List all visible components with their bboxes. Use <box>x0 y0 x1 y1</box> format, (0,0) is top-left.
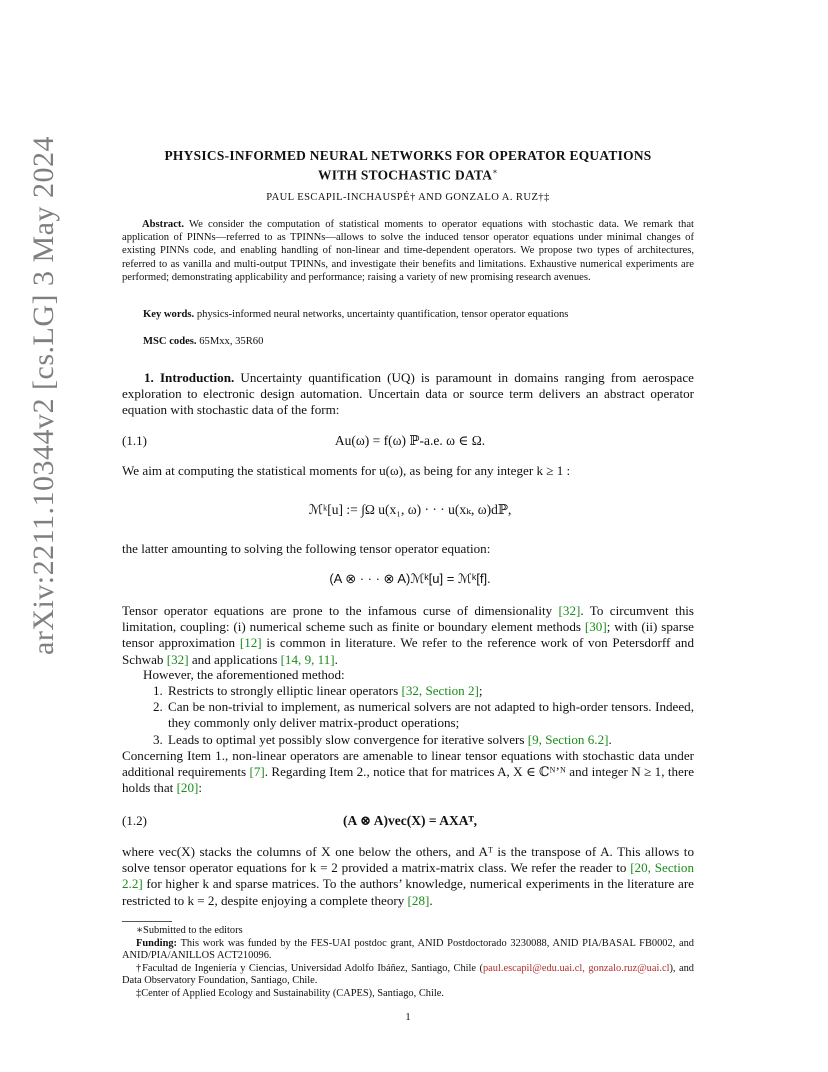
intro-paragraph-4: Tensor operator equations are prone to the infamous curse of dimensionality [32]. To circumvent this limitation, coupling: (i) numerical scheme such as finite or boundary element methods [30]; with (ii) sparse tensor approximation [12] is common in literature. We refer to the reference work of von Petersdorff and Schwab [32] and applications [14, 9, 11]. <box>122 603 694 667</box>
equation-moment: ℳᵏ[u] := ∫Ω u(x₁, ω) · · · u(xₖ, ω)dℙ, <box>308 502 512 517</box>
keywords <box>143 309 568 320</box>
footnote-rule <box>122 921 172 922</box>
footnote-affiliation-1: †Facultad de Ingeniería y Ciencias, Universidad Adolfo Ibáñez, Santiago, Chile (paul.escapil@edu.uai.cl, gonzalo.ruz@uai.cl), and Data Observatory Foundation, Santiago, Chile. <box>122 962 694 987</box>
intro-paragraph-7: where vec(X) stacks the columns of X one below the others, and Aᵀ is the transpose of A. This allows to solve tensor operator equations for k = 2 provided a matrix-matrix class. We refer the reader to [20, Section 2.2] for higher k and sparse matrices. To the authors’ knowledge, numerical experiments in the literature are restricted to k = 2, despite enjoying a complete theory [28]. <box>122 844 694 908</box>
citation-32[interactable]: [32] <box>558 603 581 618</box>
author-emails[interactable]: paul.escapil@edu.uai.cl, gonzalo.ruz@uai.cl <box>482 962 670 974</box>
footnotes <box>122 925 694 1001</box>
citation-7[interactable]: [7] <box>249 764 265 780</box>
title-footnote-mark: ∗ <box>492 167 498 176</box>
citation-20[interactable]: [20] <box>176 780 199 796</box>
citation-20-section-2-2[interactable]: [20, Section 2.2] <box>122 860 694 892</box>
intro-paragraph-3: the latter amounting to solving the following tensor operator equation: <box>122 541 491 556</box>
list-item: 1. Restricts to strongly elliptic linear operators [32, Section 2]; <box>153 683 483 698</box>
citation-28[interactable]: [28] <box>407 892 430 908</box>
abstract-label: Abstract. <box>142 219 185 230</box>
limitations-list <box>153 683 694 748</box>
intro-paragraph-2: We aim at computing the statistical moments for u(ω), as being for any integer k ≥ 1 : <box>122 463 571 478</box>
intro-paragraph-6: Concerning Item 1., non-linear operators are amenable to linear tensor equations with stochastic data under additional requirements [7]. Regarding Item 2., notice that for matrices A, X ∈ ℂᴺ’ᴺ and integer N ≥ 1, there holds that [20]: <box>122 748 695 796</box>
keywords-label: Key words. <box>143 309 195 320</box>
section-heading: 1. Introduction. <box>144 370 235 385</box>
footnote-affiliation-2: ‡Center of Applied Ecology and Sustainability (CAPES), Santiago, Chile. <box>136 987 444 999</box>
list-item: 3. Leads to optimal yet possibly slow convergence for iterative solvers [9, Section 6.2]. <box>153 731 612 747</box>
authors: PAUL ESCAPIL-INCHAUSPÉ† AND GONZALO A. RUZ†‡ <box>266 192 550 203</box>
keywords-text: physics-informed neural networks, uncertainty quantification, tensor operator equations <box>196 309 569 320</box>
equation-number-1-1: (1.1) <box>122 433 147 448</box>
intro-paragraph-1: 1. Introduction. Uncertainty quantification (UQ) is paramount in domains ranging from aerospace exploration to electronic design automation. Uncertain data or source term delivers an abstract operator equation with stochastic data of the form: <box>122 370 694 418</box>
title-line-2: WITH STOCHASTIC DATA∗ <box>318 167 498 183</box>
citation-32b[interactable]: [32] <box>166 651 189 667</box>
intro-paragraph-5: However, the aforementioned method: <box>143 667 345 682</box>
citation-9-section-6-2[interactable]: [9, Section 6.2] <box>527 731 609 747</box>
list-item: 2. Can be non-trivial to implement, as numerical solvers are not adapted to high-order tensors. Indeed, they commonly only deliver matrix-product operations; <box>153 699 694 731</box>
equation-tensor: (A ⊗ · · · ⊗ A)ℳᵏ[u] = ℳᵏ[f]. <box>329 571 491 586</box>
citation-12[interactable]: [12] <box>239 635 262 651</box>
msc-label: MSC codes. <box>143 336 197 347</box>
equation-1-2: (A ⊗ A)vec(X) = AXAᵀ, <box>342 813 478 828</box>
citation-32-section-2[interactable]: [32, Section 2] <box>401 683 479 698</box>
msc-text: 65Mxx, 35R60 <box>199 336 264 347</box>
footnote-submitted: ∗Submitted to the editors <box>136 925 243 936</box>
equation-number-1-2: (1.2) <box>122 813 147 828</box>
citation-14-9-11[interactable]: [14, 9, 11] <box>280 651 335 667</box>
page-number: 1 <box>405 1011 411 1023</box>
footnote-funding: Funding: This work was funded by the FES-UAI postdoc grant, ANID Postdoctorado 3230088, ANID PIA/BASAL FB0002, and ANID/PIA/ANILLOS ACT210096. <box>122 937 694 962</box>
msc-codes <box>143 336 263 347</box>
abstract <box>122 218 694 284</box>
abstract-text: We consider the computation of statistical moments to operator equations with stochastic data. We remark that application of PINNs—referred to as TPINNs—allows to solve the induced tensor operator equations under minimal changes of existing PINNs code, and enabling handling of non-linear and time-dependent operators. We propose two types of architectures, referred to as vanilla and multi-output TPINNs, and investigate their benefits and limitations. Exhaustive numerical experiments are performed; demonstrating applicability and performance; raising a variety of new promising research avenues. <box>122 219 694 283</box>
citation-30[interactable]: [30] <box>584 619 607 635</box>
arxiv-identifier: arXiv:2211.10344v2 [cs.LG] 3 May 2024 <box>27 136 60 655</box>
equation-1-1: Au(ω) = f(ω) ℙ-a.e. ω ∈ Ω. <box>334 433 486 448</box>
paper-title <box>100 148 716 183</box>
title-line-1: PHYSICS-INFORMED NEURAL NETWORKS FOR OPERATOR EQUATIONS <box>164 148 652 163</box>
